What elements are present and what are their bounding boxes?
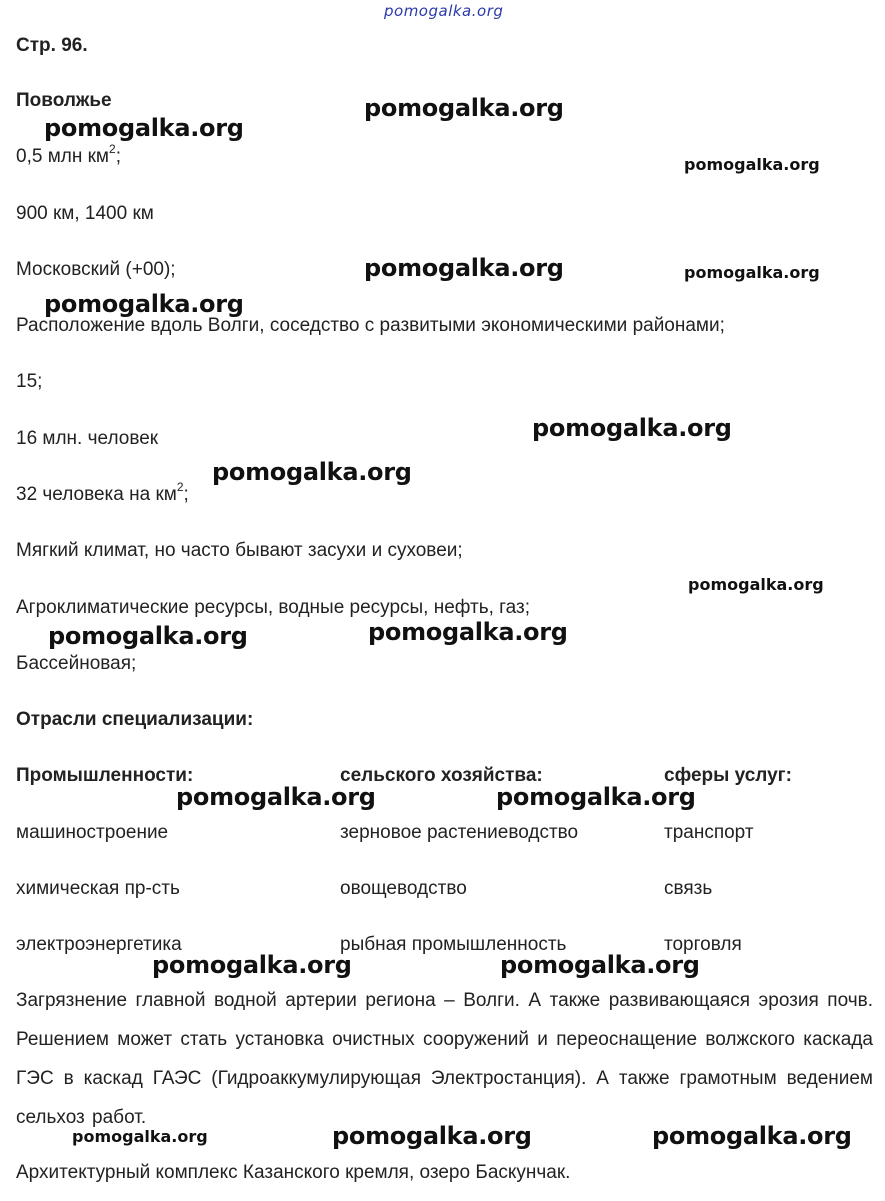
table-cell: электроэнергетика	[16, 934, 182, 955]
watermark: pomogalka.org	[688, 575, 824, 594]
table-cell: овощеводство	[340, 878, 467, 899]
area-value: 0,5 млн км	[16, 146, 109, 167]
table-cell: связь	[664, 878, 713, 899]
watermark: pomogalka.org	[684, 263, 820, 282]
table-cell: рыбная промышленность	[340, 934, 567, 955]
population-line: 16 млн. человек	[16, 428, 159, 449]
watermark: pomogalka.org	[364, 94, 564, 122]
area-end: ;	[115, 146, 121, 167]
watermark: pomogalka.org	[532, 414, 732, 442]
area-superscript: 2	[109, 141, 116, 156]
type-line: Бассейновая;	[16, 653, 137, 674]
watermark: pomogalka.org	[152, 951, 352, 979]
area-line	[16, 141, 121, 168]
density-superscript: 2	[176, 479, 184, 494]
watermark: pomogalka.org	[652, 1122, 852, 1150]
time-zone-line: Московский (+00);	[16, 259, 176, 280]
table-cell: зерновое растениеводство	[340, 822, 579, 843]
watermark: pomogalka.org	[72, 1127, 208, 1146]
climate-line: Мягкий климат, но часто бывают засухи и суховеи;	[16, 540, 463, 561]
header-services: сферы услуг:	[664, 765, 792, 786]
watermark: pomogalka.org	[44, 290, 244, 318]
region-title: Поволжье	[16, 90, 112, 111]
table-cell: химическая пр-сть	[16, 878, 180, 899]
watermark: pomogalka.org	[332, 1122, 532, 1150]
watermark: pomogalka.org	[212, 458, 412, 486]
watermark-top: pomogalka.org	[384, 2, 504, 20]
table-cell: машиностроение	[16, 822, 169, 843]
table-cell: торговля	[664, 934, 742, 955]
watermark: pomogalka.org	[176, 783, 376, 811]
watermark: pomogalka.org	[496, 783, 696, 811]
watermark: pomogalka.org	[48, 622, 248, 650]
location-line: Расположение вдоль Волги, соседство с развитыми экономическими районами;	[16, 315, 725, 336]
density-line	[16, 479, 189, 506]
landmarks-line: Архитектурный комплекс Казанского кремля, озеро Баскунчак.	[16, 1162, 571, 1183]
watermark: pomogalka.org	[368, 618, 568, 646]
density-end: ;	[183, 484, 189, 505]
problems-paragraph: Загрязнение главной водной артерии региона – Волги. А также развивающаяся эрозия почв. Решением может стать установка очистных сооружений и переоснащение волжского каскада ГЭС в каскад ГАЭС (Гидроаккумулирующая Электростанция). А также грамотным ведением сельхоз работ.	[16, 990, 873, 1128]
resources-line: Агроклиматические ресурсы, водные ресурсы, нефть, газ;	[16, 597, 531, 618]
page-reference: Стр. 96.	[16, 35, 88, 56]
table-cell: транспорт	[664, 822, 754, 843]
specialization-title: Отрасли специализации:	[16, 709, 254, 730]
count-line: 15;	[16, 371, 43, 392]
density-value: 32 человека на км	[16, 484, 177, 505]
distances-line: 900 км, 1400 км	[16, 203, 154, 224]
header-industry: Промышленности:	[16, 765, 194, 786]
watermark: pomogalka.org	[364, 254, 564, 282]
header-agriculture: сельского хозяйства:	[340, 765, 543, 786]
watermark: pomogalka.org	[44, 114, 244, 142]
watermark: pomogalka.org	[684, 155, 820, 174]
watermark: pomogalka.org	[500, 951, 700, 979]
